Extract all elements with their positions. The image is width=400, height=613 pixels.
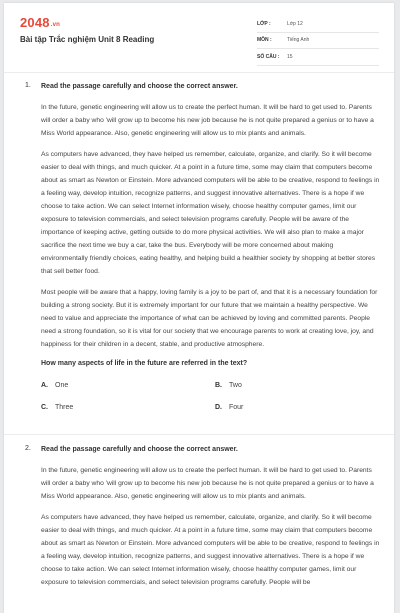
meta-row-question-count <box>257 49 379 66</box>
question-prompt: Read the passage carefully and choose the correct answer. <box>41 83 238 90</box>
question-prompt: Read the passage carefully and choose the correct answer. <box>41 446 238 453</box>
meta-row-class <box>257 16 379 33</box>
logo-text: 2048 <box>20 15 50 30</box>
meta-label: SỐ CÂU : <box>257 53 280 60</box>
option-letter: B. <box>215 382 222 389</box>
meta-value: 15 <box>287 53 293 60</box>
question-number: 2. <box>25 445 31 452</box>
option-c[interactable] <box>41 404 73 411</box>
question-text: How many aspects of life in the future are referred in the text? <box>41 360 248 367</box>
meta-label: LỚP : <box>257 20 271 27</box>
site-logo[interactable] <box>20 15 60 30</box>
worksheet-meta <box>257 16 379 66</box>
question-list <box>4 82 394 597</box>
meta-label: MÔN : <box>257 37 272 44</box>
option-letter: C. <box>41 404 48 411</box>
passage-paragraph: Most people will be aware that a happy, loving family is a joy to be part of, and that it is a necessary foundation for building a strong society. But it is extremely important for our future that we maintain a healthy perspective. We need to value and appreciate the importance of what can be achieved by loving and committed parents. People need a strong foundation, so it is vital for our society that we encourage parents to work at creating love, joy, and happiness for their children in a decent, stable, and productive atmosphere. <box>41 289 378 348</box>
meta-value: Tiếng Anh <box>287 37 310 44</box>
meta-value: Lớp 12 <box>287 20 303 27</box>
option-letter: D. <box>215 404 222 411</box>
option-d[interactable] <box>215 404 243 411</box>
passage-paragraph: In the future, genetic engineering will allow us to create the perfect human. It will be hard to get used to. Parents will order a baby who 'will grow up to become his new job because he is not quite prepared a genius or to have a Miss World appearance. Also, genetic engineering will allow us to mix plants and animals. <box>41 104 374 137</box>
question-number: 1. <box>25 82 31 89</box>
question-1 <box>4 82 394 428</box>
option-a[interactable] <box>41 382 68 389</box>
passage-paragraph: As computers have advanced, they have helped us remember, calculate, organize, and clarify. So it will become easier to deal with things, and much quicker. At a point in a future time, some may claim that computers become about as smart as Newton or Einstein. More advanced computers will be able to be creative, respond to feelings in a feeling way, develop intuition, recognize patterns, and suggest innovative alternatives. There is a hope if we choose to take action. We can select Internet information wisely, choose healthy computer games, limit our exposure to television commercials, and select television programs carefully. People will be aware of the importance of keeping active, getting outside to do more physical activities. We will also plan to make a major sacrifice the next time we buy a car, take the bus. Everybody will be more concerned about making environmentally friendly choices, eating healthy, and helping build a healthier society by shopping at better stores that sell better food. <box>41 151 380 275</box>
passage-paragraph: As computers have advanced, they have helped us remember, calculate, organize, and clarify. So it will become easier to deal with things, and much quicker. At a point in a future time, some may claim that computers become about as smart as Newton or Einstein. More advanced computers will be able to be creative, respond to feelings in a feeling way, develop intuition, recognize patterns, and suggest innovative alternatives. There is a hope if we choose to take action. We can select Internet information wisely, choose healthy computer games, limit our exposure to television commercials, and select television programs carefully. People will be <box>41 514 380 586</box>
option-text: One <box>55 382 69 389</box>
worksheet-page <box>4 3 394 613</box>
worksheet-title: Bài tập Trắc nghiệm Unit 8 Reading <box>20 35 155 44</box>
question-2 <box>4 445 394 589</box>
option-text: Two <box>229 382 242 389</box>
question-divider <box>4 434 394 435</box>
option-text: Three <box>55 404 74 411</box>
option-b[interactable] <box>215 382 242 389</box>
logo-domain: .vn <box>50 22 61 28</box>
meta-row-subject <box>257 33 379 50</box>
passage-paragraph: In the future, genetic engineering will allow us to create the perfect human. It will be hard to get used to. Parents will order a baby who 'will grow up to become his new job because he is not quite prepared a genius or to have a Miss World appearance. Also, genetic engineering will allow us to mix plants and animals. <box>41 467 374 500</box>
answer-options <box>41 382 380 428</box>
option-text: Four <box>229 404 244 411</box>
option-letter: A. <box>41 382 48 389</box>
header-divider <box>4 72 394 73</box>
worksheet-header <box>4 3 394 71</box>
